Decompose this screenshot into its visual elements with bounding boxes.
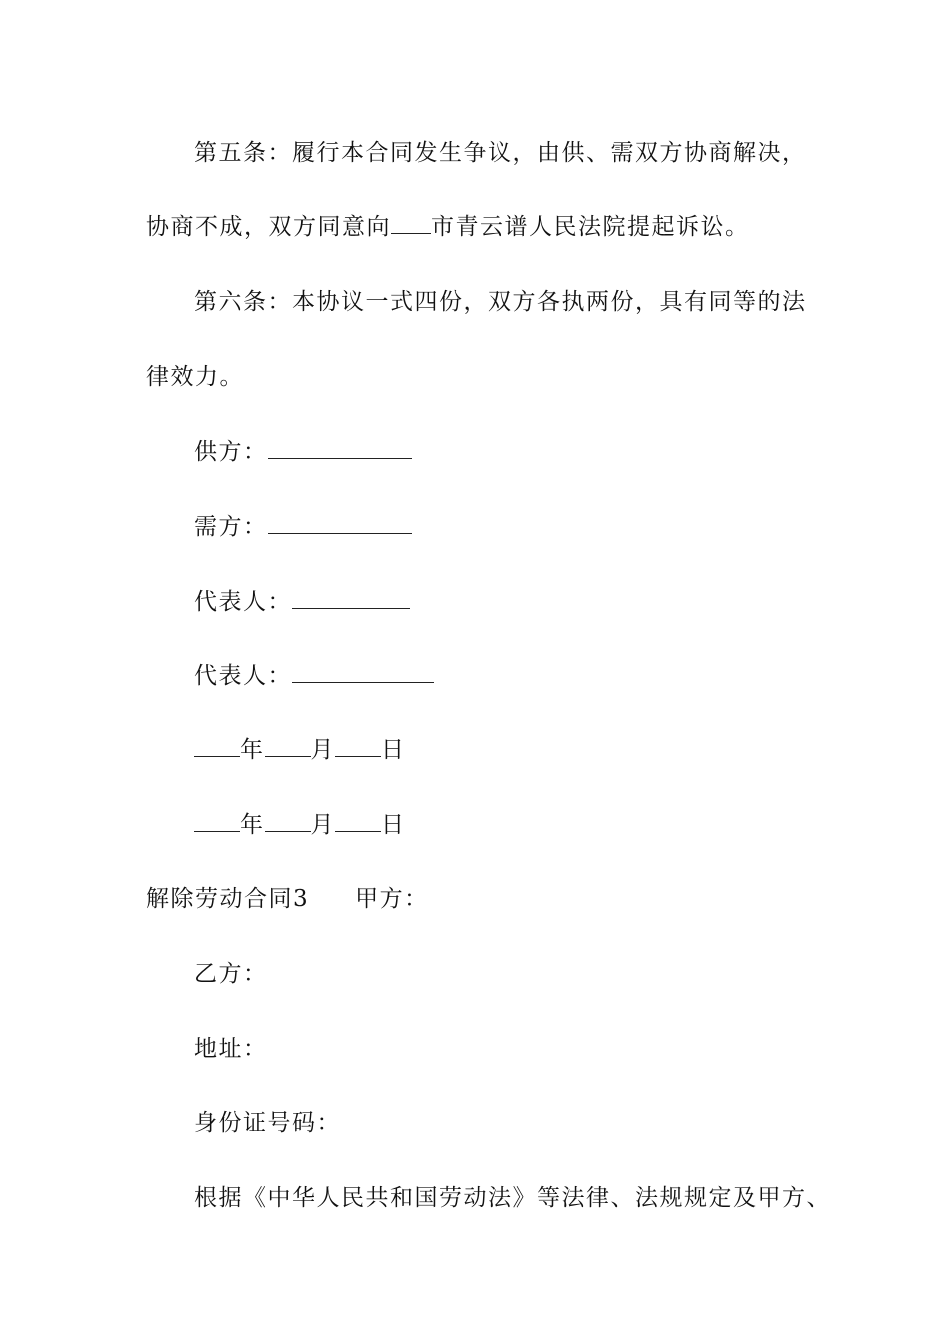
representative-2-label: 代表人： <box>194 663 292 689</box>
section-heading-line <box>146 884 429 914</box>
supplier-blank <box>268 438 412 459</box>
legal-basis-text: 根据《中华人民共和国劳动法》等法律、法规规定及甲方、 <box>194 1185 831 1211</box>
article-6-text: 第六条：本协议一式四份，双方各执两份，具有同等的法 <box>194 289 807 315</box>
supplier-line <box>194 437 412 467</box>
party-b-line <box>194 959 268 989</box>
buyer-line <box>194 512 412 542</box>
buyer-label: 需方： <box>194 514 268 540</box>
day-blank-2 <box>335 811 381 832</box>
article-6-text-end: 律效力。 <box>146 364 244 390</box>
section-title: 解除劳动合同3 <box>146 886 310 912</box>
month-blank-1 <box>265 736 311 757</box>
representative-2-line <box>194 661 434 691</box>
article-5-text: 第五条：履行本合同发生争议，由供、需双方协商解决， <box>194 140 807 166</box>
legal-basis-line <box>194 1183 831 1213</box>
year-label-2: 年 <box>240 812 265 838</box>
article-5-text-a: 协商不成，双方同意向 <box>146 214 391 240</box>
address-label: 地址： <box>194 1036 268 1062</box>
representative-1-blank <box>292 588 410 609</box>
buyer-blank <box>268 513 412 534</box>
year-blank-2 <box>194 811 240 832</box>
date-line-1 <box>194 735 406 765</box>
month-label-2: 月 <box>310 812 335 838</box>
year-blank-1 <box>194 736 240 757</box>
city-blank <box>391 213 431 234</box>
date-line-2 <box>194 810 406 840</box>
month-label-1: 月 <box>310 737 335 763</box>
address-line <box>194 1034 268 1064</box>
representative-2-blank <box>292 662 434 683</box>
representative-1-line <box>194 587 410 617</box>
party-b-label: 乙方： <box>194 961 268 987</box>
month-blank-2 <box>265 811 311 832</box>
representative-1-label: 代表人： <box>194 589 292 615</box>
party-a-label: 甲方： <box>355 886 429 912</box>
article-5-line-1 <box>194 138 807 168</box>
day-blank-1 <box>335 736 381 757</box>
article-5-line-2 <box>146 212 750 242</box>
id-number-label: 身份证号码： <box>194 1110 341 1136</box>
year-label-1: 年 <box>240 737 265 763</box>
supplier-label: 供方： <box>194 439 268 465</box>
article-6-line-1 <box>194 287 807 317</box>
day-label-1: 日 <box>381 737 406 763</box>
article-6-line-2 <box>146 362 244 392</box>
day-label-2: 日 <box>381 812 406 838</box>
article-5-text-b: 市青云谱人民法院提起诉讼。 <box>431 214 750 240</box>
id-number-line <box>194 1108 341 1138</box>
